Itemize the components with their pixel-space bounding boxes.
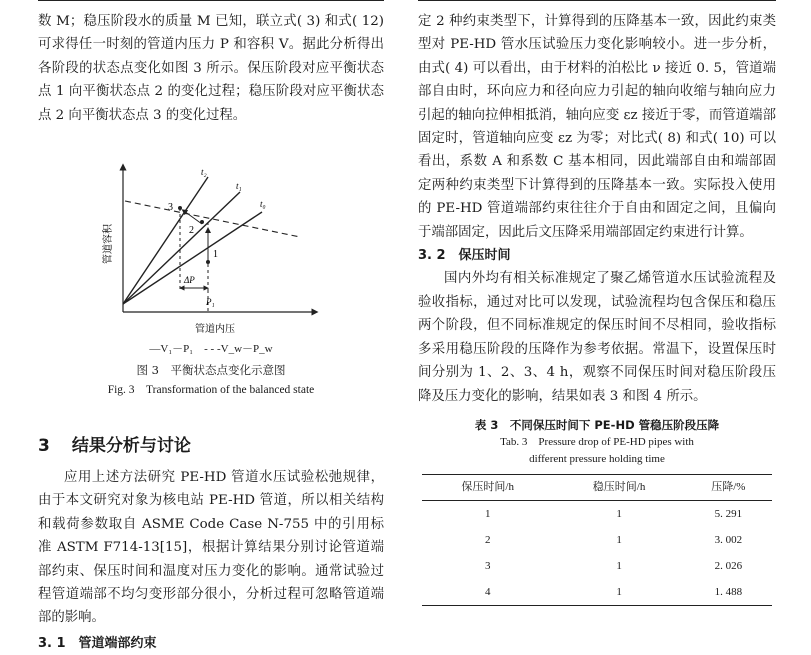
table-row <box>422 553 772 579</box>
table-cell: 5. 291 <box>714 507 743 520</box>
label-point-1: 1 <box>213 249 218 260</box>
table-cell: 1. 488 <box>714 585 743 598</box>
legend-dashed: - - -V_w－P_w <box>204 343 273 355</box>
table-header: 稳压时间/h <box>592 480 646 493</box>
figure-caption-en: Fig. 3 Transformation of the balanced state <box>107 384 315 396</box>
section-title: 结果分析与讨论 <box>71 436 191 456</box>
table-cell: 2. 026 <box>714 559 743 572</box>
table-title-en-2: different pressure holding time <box>529 452 665 465</box>
subsection-3-2: 3. 2 保压时间 <box>418 248 511 264</box>
table-title-cn: 表 3 不同保压时间下 PE-HD 管稳压阶段压降 <box>474 417 720 432</box>
left-paragraph-2: 应用上述方法研究 PE-HD 管道水压试验松弛规律，由于本文研究对象为核电站 PE-HD 管道，所以相关结构和载荷参数取自 ASME Code Case N-755 中的引用标准 ASTM F714-13[15]，根据计算结果分别讨论管道端部约束、保压时间和温度对压力变化的影响。通常试验过程管道端部不均匀变形部分很小，分析过程可忽略管道端部的影响。 <box>38 470 384 626</box>
legend-solid: —V₁－P₁ <box>149 343 194 355</box>
section-heading <box>38 431 191 456</box>
table-row <box>422 501 772 528</box>
subsection-3-1: 3. 1 管道端部约束 <box>38 635 157 651</box>
table-header: 保压时间/h <box>461 480 514 493</box>
label-delta-p: ΔP <box>184 275 195 285</box>
label-p1: P₁ <box>206 297 215 307</box>
label-point-3: 3 <box>168 202 173 213</box>
table-cell: 1 <box>616 533 622 546</box>
left-paragraph-1: 数 M；稳压阶段水的质量 M 已知，联立式( 3) 和式( 12) 可求得任一时刻的管道内压力 P 和容积 V。据此分析得出各阶段的状态点变化如图 3 所示。保压阶段对应平衡状态点 1 向平衡状态点 2 的变化过程；稳压阶段对应平衡状态点 2 向平衡状态点 3 的变化过程。 <box>38 14 384 123</box>
left-column-lower <box>38 466 384 655</box>
table-cell: 1 <box>616 559 622 572</box>
table-3 <box>422 474 772 606</box>
label-t2: t₂ <box>201 167 207 177</box>
x-axis-label: 管道内压 <box>195 324 235 335</box>
table-cell: 3. 002 <box>714 533 743 546</box>
figure-caption-cn: 图 3 平衡状态点变化示意图 <box>136 363 286 377</box>
table-title-en-1: Tab. 3 Pressure drop of PE-HD pipes with <box>500 435 694 448</box>
label-point-2: 2 <box>189 225 194 236</box>
table-header-row <box>422 474 772 500</box>
label-t1: t₁ <box>236 181 242 191</box>
table-cell: 4 <box>484 585 491 598</box>
table-row <box>422 527 772 553</box>
y-axis-label: 管道容积 <box>103 224 114 264</box>
table-cell: 1 <box>484 507 491 520</box>
table-header: 压降/% <box>711 480 746 493</box>
label-t0: t₀ <box>260 199 266 209</box>
table-cell: 3 <box>484 559 491 572</box>
right-paragraph-1: 定 2 种约束类型下，计算得到的压降基本一致，因此约束类型对 PE-HD 管水压试验压力变化影响较小。进一步分析，由式( 4) 可以看出，由于材料的泊松比 ν 接近 0. 5，管道端部自由时，环向应力和径向应力引起的轴向收缩与轴向应力引起的轴向拉伸相抵消，轴向应变 εz 接近于零，而管道端部固定时，管道轴向应变 εz 为零；对比式( 8) 和式( 10) 可以看出，系数 A 和系数 C 基本相同，因此端部自由和端部固定两种约束类型下计算得到的压降基本一致。实际投入使用的 PE-HD 管道端部约束往往介于自由和固定之间，且偏向于端部固定，因此后文压降采用端部固定约束进行计算。 <box>418 14 776 240</box>
right-column <box>418 0 776 606</box>
right-paragraph-2: 国内外均有相关标准规定了聚乙烯管道水压试验流程及验收指标，通过对比可以发现，试验流程均包含保压和稳压两个阶段，但不同标准规定的保压时间不尽相同，验收指标多采用稳压阶段的压降作为参考依据。常温下，设置保压时间分别为 1、2、3、4 h，观察不同保压时间对稳压阶段压降及压力变化的影响，结果如表 3 和图 4 所示。 <box>418 271 776 404</box>
table-cell: 1 <box>616 507 622 520</box>
section-number: 3 <box>38 436 50 456</box>
table-cell: 1 <box>616 585 622 598</box>
table-cell: 2 <box>484 533 491 546</box>
table-row <box>422 579 772 606</box>
figure-legend <box>38 340 384 356</box>
